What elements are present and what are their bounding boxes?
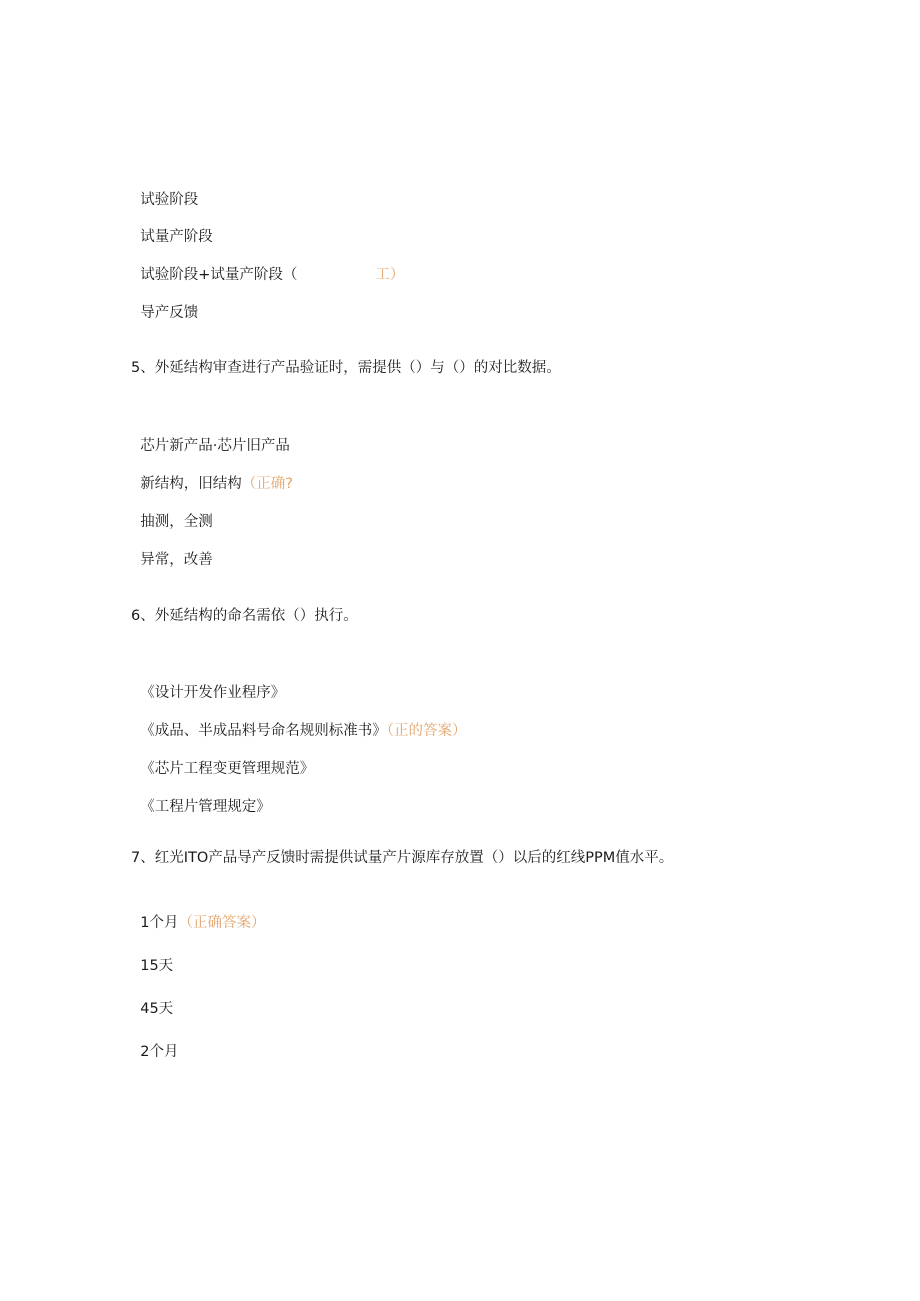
question-6: 6、外延结构的命名需依（）执行。 <box>131 608 358 624</box>
prev-option-3 <box>131 245 404 285</box>
q7-option-1 <box>131 893 265 933</box>
option-text: 《设计开发作业程序》 <box>140 685 286 701</box>
option-text: 15天 <box>140 958 174 974</box>
q5-option-1 <box>131 416 290 456</box>
option-text: 《芯片工程变更管理规范》 <box>140 761 315 777</box>
option-text: 抽测，全测 <box>140 514 213 530</box>
answer-mark: （正确答案） <box>178 915 266 931</box>
q5-option-2 <box>131 454 293 494</box>
q7-option-4 <box>131 1022 178 1062</box>
q7-option-3 <box>131 979 173 1019</box>
question-7: 7、红光ITO产品导产反馈时需提供试量产片源库存放置（）以后的红线PPM值水平。 <box>131 850 674 866</box>
prev-option-2 <box>131 207 213 247</box>
option-text: 新结构，旧结构 <box>140 476 242 492</box>
q7-option-2 <box>131 936 173 976</box>
option-text: 异常，改善 <box>140 552 213 568</box>
option-text: 试验阶段+试量产阶段（ <box>140 267 298 283</box>
q6-option-2 <box>131 701 466 741</box>
answer-mark: 工） <box>375 267 405 283</box>
option-text: 导产反馈 <box>140 305 199 321</box>
q6-option-3 <box>131 739 314 779</box>
question-5: 5、外延结构审查进行产品验证时，需提供（）与（）的对比数据。 <box>131 360 561 376</box>
q5-option-3 <box>131 492 213 532</box>
answer-mark: （正的答案） <box>386 723 467 739</box>
prev-option-1 <box>131 170 198 210</box>
q6-option-4 <box>131 777 271 817</box>
answer-mark: （正确? <box>241 476 293 492</box>
option-text: 试验阶段 <box>140 192 199 208</box>
option-text: 45天 <box>140 1001 174 1017</box>
q5-option-4 <box>131 530 213 570</box>
option-text: 《成品、半成品料号命名规则标准书》 <box>140 723 387 739</box>
option-text: 试量产阶段 <box>140 229 213 245</box>
option-text: 2个月 <box>140 1044 179 1060</box>
prev-option-4 <box>131 283 198 323</box>
option-text: 芯片新产品·芯片旧产品 <box>140 438 290 454</box>
option-text: 《工程片管理规定》 <box>140 799 271 815</box>
q6-option-1 <box>131 663 285 703</box>
option-text: 1个月 <box>140 915 179 931</box>
